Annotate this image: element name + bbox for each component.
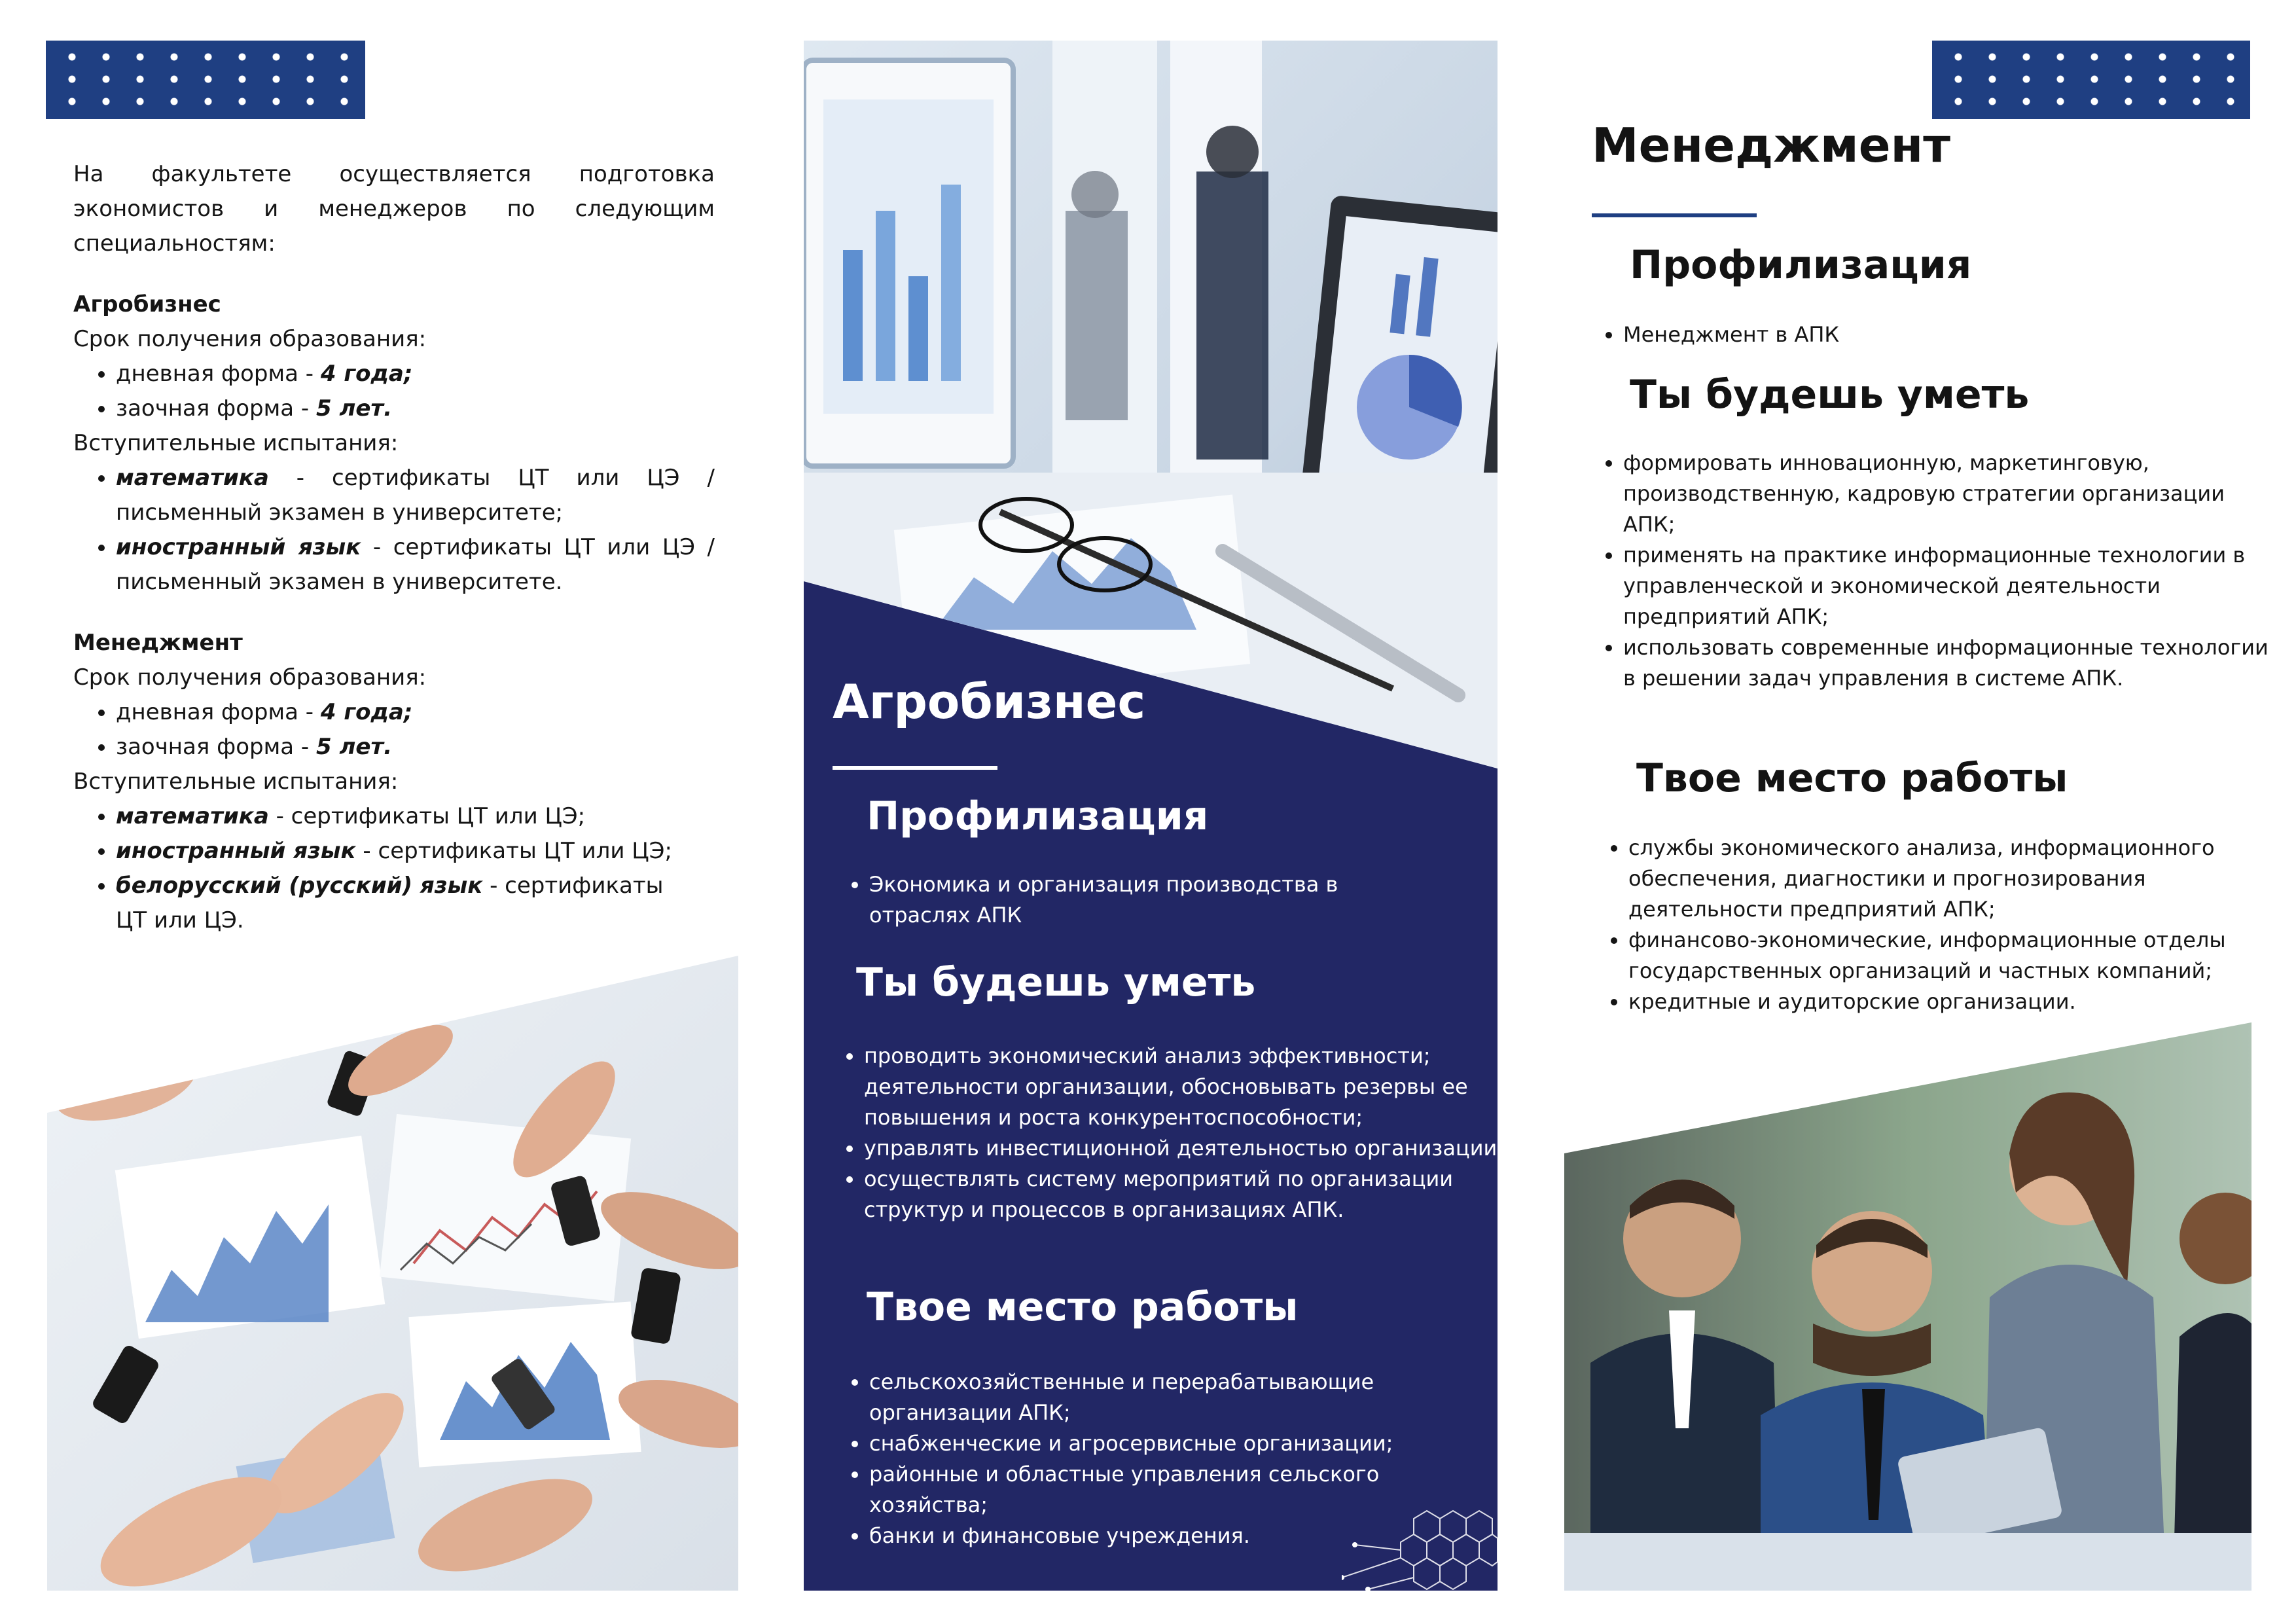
right-skills-list xyxy=(1592,448,2278,694)
intro-word: по xyxy=(507,196,535,222)
middle-profile-heading: Профилизация xyxy=(867,793,1209,839)
hexagon-network-decoration xyxy=(1342,1506,1498,1591)
exam-subject: математика xyxy=(116,465,269,491)
middle-title-underline xyxy=(833,766,997,770)
right-work-heading: Твое место работы xyxy=(1636,755,2068,801)
intro-word: подготовка xyxy=(579,161,715,187)
list-item xyxy=(116,530,715,600)
term-label: Срок получения образования: xyxy=(73,664,427,691)
exam-text: - сертификаты ЦТ или ЦЭ; xyxy=(355,838,672,864)
intro-line-3: специальностям: xyxy=(73,230,276,257)
list-item: • финансово-экономические, информационные отделы государственных организаций и частных компаний; xyxy=(1628,925,2276,986)
exam-subject: иностранный язык xyxy=(116,838,356,864)
spec-title-agro: Агробизнес xyxy=(73,291,221,317)
photo-business-team xyxy=(1564,1022,2251,1591)
intro-word: следующим xyxy=(575,196,715,222)
list-item xyxy=(116,730,715,765)
list-item: • применять на практике информационные технологии в управленческой и экономической деятельности предприятий АПК; xyxy=(1623,540,2278,632)
list-item: • формировать инновационную, маркетинговую, производственную, кадровую стратегии организации АПК; xyxy=(1623,448,2278,540)
list-item: • Менеджмент в АПК xyxy=(1623,319,2212,350)
exam-text: - сертификаты ЦТ или ЦЭ / письменный экзамен в университете; xyxy=(116,465,715,526)
intro-word: осуществляется xyxy=(339,161,531,187)
list-item: • использовать современные информационные технологии в решении задач управления в системе АПК. xyxy=(1623,632,2278,694)
list-item: • сельскохозяйственные и перерабатывающие организации АПК; xyxy=(869,1367,1471,1428)
term-list xyxy=(73,357,715,426)
list-item xyxy=(116,461,715,530)
right-title-underline xyxy=(1592,213,1757,217)
term-value: 4 года; xyxy=(320,361,413,387)
middle-work-heading: Твое место работы xyxy=(867,1284,1299,1330)
left-text-column xyxy=(73,157,715,938)
term-text: дневная форма - xyxy=(116,699,321,725)
term-value: 5 лет. xyxy=(315,734,393,760)
exam-text: - сертификаты ЦТ или ЦЭ / письменный экзамен в университете. xyxy=(116,534,715,595)
term-value: 4 года; xyxy=(320,699,413,725)
list-item xyxy=(116,695,715,730)
right-skills-heading: Ты будешь уметь xyxy=(1630,372,2030,418)
middle-skills-heading: Ты будешь уметь xyxy=(856,960,1256,1005)
exams-list xyxy=(73,461,715,600)
exams-label: Вступительные испытания: xyxy=(73,430,399,456)
middle-title: Агробизнес xyxy=(833,674,1146,729)
exam-subject: белорусский (русский) язык xyxy=(116,873,483,899)
list-item: • банки и финансовые учреждения. xyxy=(869,1521,1471,1551)
dots-decoration-left xyxy=(46,41,365,119)
middle-skills-list xyxy=(833,1041,1518,1225)
right-title: Менеджмент xyxy=(1592,118,1951,173)
intro-line-2 xyxy=(73,192,715,226)
term-text: заочная форма - xyxy=(116,395,316,422)
right-profile-list xyxy=(1592,319,2212,350)
list-item xyxy=(116,834,679,869)
list-item: • кредитные и аудиторские организации. xyxy=(1628,986,2276,1017)
intro-word: менеджеров xyxy=(318,196,467,222)
exam-subject: математика xyxy=(116,803,269,829)
intro-word: экономистов xyxy=(73,196,224,222)
intro-word: На xyxy=(73,161,104,187)
intro-word: факультете xyxy=(151,161,292,187)
right-work-list xyxy=(1597,833,2276,1017)
list-item xyxy=(116,391,715,426)
term-label: Срок получения образования: xyxy=(73,326,427,352)
term-text: заочная форма - xyxy=(116,734,316,760)
exams-list xyxy=(73,799,679,938)
exam-text: - сертификаты ЦТ или ЦЭ; xyxy=(268,803,586,829)
exam-subject: иностранный язык xyxy=(116,534,361,560)
exam-text: - сертификаты ЦТ или ЦЭ. xyxy=(116,873,664,933)
list-item: • районные и областные управления сельского хозяйства; xyxy=(869,1459,1471,1521)
intro-line-1 xyxy=(73,157,715,192)
photo-hands-charts xyxy=(47,956,738,1591)
list-item xyxy=(116,869,679,938)
term-value: 5 лет. xyxy=(315,395,393,422)
list-item: • снабженческие и агросервисные организации; xyxy=(869,1428,1471,1459)
middle-content xyxy=(833,0,1505,1624)
middle-profile-list xyxy=(838,869,1406,931)
list-item xyxy=(116,799,679,834)
list-item: • службы экономического анализа, информационного обеспечения, диагностики и прогнозирования деятельности предприятий АПК; xyxy=(1628,833,2276,925)
list-item: • проводить экономический анализ эффективности; деятельности организации, обосновывать резервы ее повышения и роста конкурентоспособности; xyxy=(864,1041,1518,1133)
right-profile-heading: Профилизация xyxy=(1630,242,1972,288)
list-item: • управлять инвестиционной деятельностью организации; xyxy=(864,1133,1518,1164)
spec-title-mgmt: Менеджмент xyxy=(73,630,243,656)
exams-label: Вступительные испытания: xyxy=(73,768,399,795)
list-item: • осуществлять систему мероприятий по организации структур и процессов в организациях АПК. xyxy=(864,1164,1518,1225)
intro-word: и xyxy=(264,196,279,222)
list-item: • Экономика и организация производства в отраслях АПК xyxy=(869,869,1406,931)
term-text: дневная форма - xyxy=(116,361,321,387)
list-item xyxy=(116,357,715,391)
term-list xyxy=(73,695,715,765)
